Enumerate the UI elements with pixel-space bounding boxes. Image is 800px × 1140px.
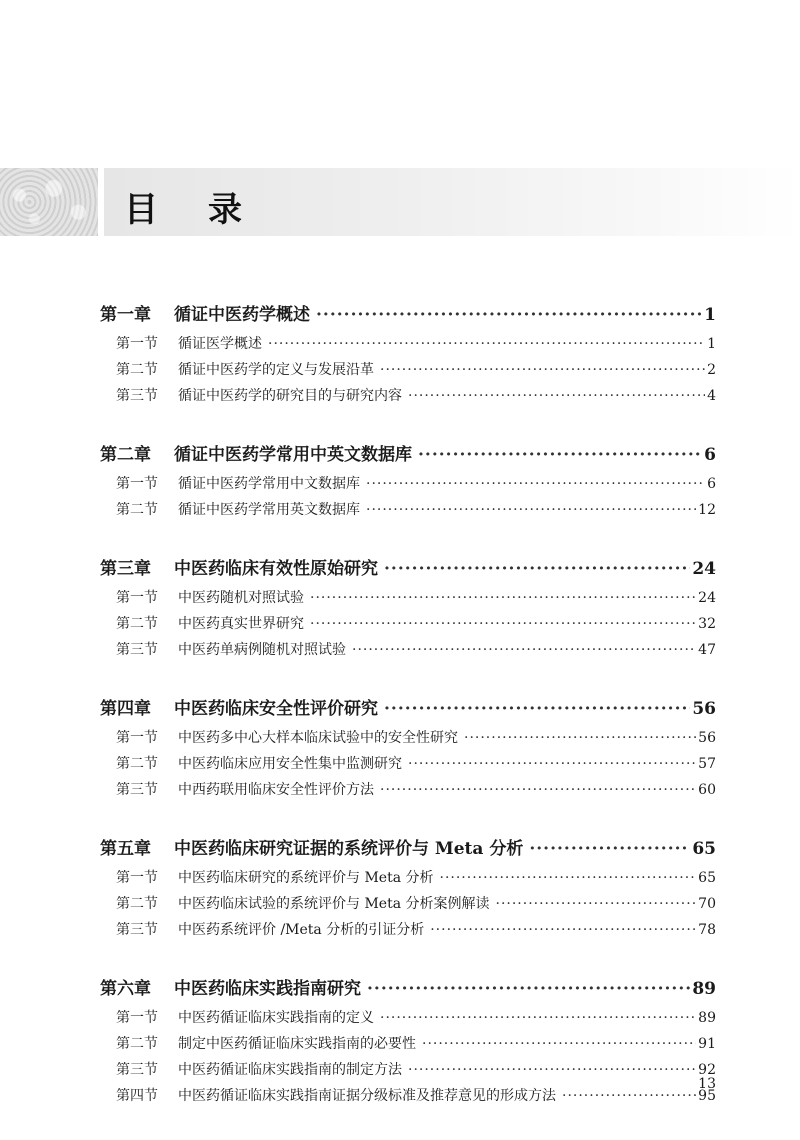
section-entry[interactable] — [100, 385, 716, 411]
section-page: 70 — [698, 896, 716, 912]
section-title: 中医药循证临床实践指南的制定方法 — [178, 1062, 402, 1078]
section-title: 循证中医药学的研究目的与研究内容 — [178, 388, 402, 404]
dot-leader — [380, 1010, 696, 1026]
section-title: 中医药系统评价 /Meta 分析的引证分析 — [178, 922, 425, 938]
dot-leader — [430, 922, 696, 938]
chapter-title: 中医药临床有效性原始研究 — [174, 559, 378, 579]
section-entry[interactable] — [100, 779, 716, 805]
section-entry[interactable] — [100, 613, 716, 639]
chapter-block — [100, 440, 716, 525]
chapter-title: 循证中医药学概述 — [174, 305, 310, 325]
section-number: 第二节 — [116, 896, 158, 912]
dot-leader — [367, 979, 690, 999]
section-number: 第二节 — [116, 616, 158, 632]
dot-leader — [384, 699, 690, 719]
dot-leader — [408, 756, 696, 772]
page-title: 目录 — [124, 190, 292, 230]
section-entry[interactable] — [100, 587, 716, 613]
dot-leader — [380, 782, 696, 798]
section-entry[interactable] — [100, 473, 716, 499]
section-number: 第一节 — [116, 1010, 158, 1026]
section-title: 中医药随机对照试验 — [178, 590, 304, 606]
chapter-page: 6 — [704, 445, 716, 465]
dot-leader — [310, 616, 696, 632]
section-page: 6 — [707, 476, 716, 492]
section-entry[interactable] — [100, 727, 716, 753]
section-title: 中医药临床研究的系统评价与 Meta 分析 — [178, 870, 434, 886]
section-page: 12 — [698, 502, 716, 518]
dot-leader — [316, 305, 702, 325]
section-number: 第三节 — [116, 642, 158, 658]
section-title: 中医药临床试验的系统评价与 Meta 分析案例解读 — [178, 896, 490, 912]
section-entry[interactable] — [100, 1085, 716, 1111]
section-page: 78 — [698, 922, 716, 938]
section-title: 中医药临床应用安全性集中监测研究 — [178, 756, 402, 772]
section-number: 第三节 — [116, 388, 158, 404]
section-page: 57 — [698, 756, 716, 772]
section-number: 第一节 — [116, 870, 158, 886]
dot-leader — [464, 730, 696, 746]
section-page: 89 — [698, 1010, 716, 1026]
section-page: 60 — [698, 782, 716, 798]
chapter-page: 65 — [692, 839, 716, 859]
dot-leader — [422, 1036, 696, 1052]
chapter-number: 第六章 — [100, 979, 151, 999]
dot-leader — [440, 870, 697, 886]
section-title: 循证中医药学常用英文数据库 — [178, 502, 360, 518]
chapter-number: 第二章 — [100, 445, 151, 465]
chapter-entry[interactable] — [100, 440, 716, 473]
dot-leader — [408, 388, 705, 404]
chapter-title: 中医药临床实践指南研究 — [174, 979, 361, 999]
section-title: 中医药单病例随机对照试验 — [178, 642, 346, 658]
dot-leader — [352, 642, 696, 658]
section-page: 95 — [698, 1088, 716, 1104]
ornament-pattern — [0, 168, 98, 236]
chapter-page: 1 — [704, 305, 716, 325]
section-title: 中医药真实世界研究 — [178, 616, 304, 632]
section-page: 1 — [707, 336, 716, 352]
toc-banner — [0, 168, 800, 236]
section-entry[interactable] — [100, 1007, 716, 1033]
table-of-contents — [100, 300, 716, 1140]
chapter-number: 第一章 — [100, 305, 151, 325]
chapter-block — [100, 554, 716, 665]
chapter-title: 中医药临床安全性评价研究 — [174, 699, 378, 719]
section-page: 65 — [698, 870, 716, 886]
section-entry[interactable] — [100, 333, 716, 359]
chapter-page: 56 — [692, 699, 716, 719]
section-page: 92 — [698, 1062, 716, 1078]
chapter-entry[interactable] — [100, 554, 716, 587]
chapter-block — [100, 300, 716, 411]
chapter-number: 第五章 — [100, 839, 151, 859]
dot-leader — [268, 336, 705, 352]
section-entry[interactable] — [100, 639, 716, 665]
chapter-entry[interactable] — [100, 300, 716, 333]
section-page: 47 — [698, 642, 716, 658]
page-number: 13 — [698, 1076, 716, 1092]
section-entry[interactable] — [100, 753, 716, 779]
dot-leader — [496, 896, 697, 912]
chapter-page: 24 — [692, 559, 716, 579]
dot-leader — [366, 476, 705, 492]
section-entry[interactable] — [100, 919, 716, 945]
dot-leader — [380, 362, 705, 378]
section-number: 第二节 — [116, 362, 158, 378]
section-number: 第一节 — [116, 730, 158, 746]
section-entry[interactable] — [100, 1033, 716, 1059]
dot-leader — [408, 1062, 696, 1078]
section-title: 中医药循证临床实践指南证据分级标准及推荐意见的形成方法 — [178, 1088, 556, 1104]
chapter-entry[interactable] — [100, 974, 716, 1007]
section-entry[interactable] — [100, 1059, 716, 1085]
section-number: 第二节 — [116, 502, 158, 518]
section-title: 循证中医药学的定义与发展沿革 — [178, 362, 374, 378]
section-page: 2 — [707, 362, 716, 378]
dot-leader — [562, 1088, 696, 1104]
dot-leader — [529, 839, 690, 859]
chapter-entry[interactable] — [100, 694, 716, 727]
section-entry[interactable] — [100, 359, 716, 385]
chapter-number: 第三章 — [100, 559, 151, 579]
dot-leader — [366, 502, 696, 518]
section-number: 第一节 — [116, 336, 158, 352]
chapter-block — [100, 834, 716, 945]
chapter-title: 中医药临床研究证据的系统评价与 Meta 分析 — [174, 839, 524, 859]
chapter-title: 循证中医药学常用中英文数据库 — [174, 445, 412, 465]
section-page: 91 — [698, 1036, 716, 1052]
chapter-block — [100, 694, 716, 805]
section-title: 中西药联用临床安全性评价方法 — [178, 782, 374, 798]
chapter-page: 89 — [692, 979, 716, 999]
section-number: 第二节 — [116, 1036, 158, 1052]
section-number: 第三节 — [116, 782, 158, 798]
dot-leader — [384, 559, 690, 579]
chapter-block — [100, 974, 716, 1111]
section-number: 第三节 — [116, 1062, 158, 1078]
section-page: 24 — [698, 590, 716, 606]
chapter-number: 第四章 — [100, 699, 151, 719]
dot-leader — [418, 445, 702, 465]
section-number: 第一节 — [116, 476, 158, 492]
section-number: 第四节 — [116, 1088, 158, 1104]
section-number: 第二节 — [116, 756, 158, 772]
section-page: 32 — [698, 616, 716, 632]
section-entry[interactable] — [100, 893, 716, 919]
chapter-entry[interactable] — [100, 834, 716, 867]
section-number: 第一节 — [116, 590, 158, 606]
dot-leader — [310, 590, 696, 606]
section-title: 中医药多中心大样本临床试验中的安全性研究 — [178, 730, 458, 746]
section-number: 第三节 — [116, 922, 158, 938]
section-entry[interactable] — [100, 499, 716, 525]
section-title: 中医药循证临床实践指南的定义 — [178, 1010, 374, 1026]
section-title: 循证中医药学常用中文数据库 — [178, 476, 360, 492]
section-title: 制定中医药循证临床实践指南的必要性 — [178, 1036, 416, 1052]
section-title: 循证医学概述 — [178, 336, 262, 352]
section-page: 4 — [707, 388, 716, 404]
section-entry[interactable] — [100, 867, 716, 893]
section-page: 56 — [698, 730, 716, 746]
